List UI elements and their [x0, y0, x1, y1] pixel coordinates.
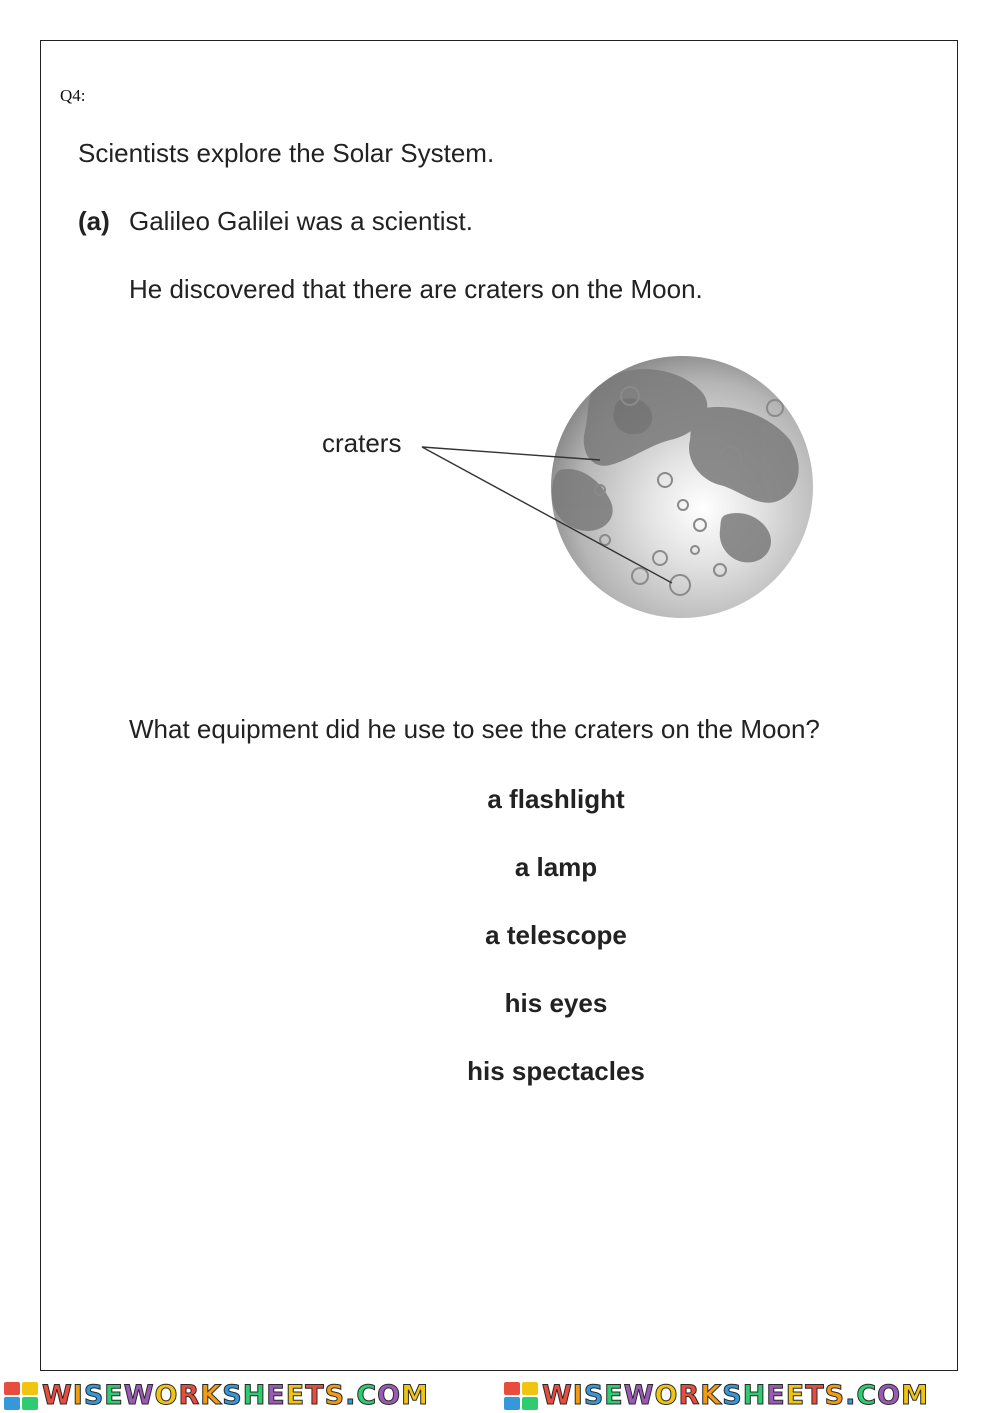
answer-options	[356, 782, 756, 1122]
brand-watermark-right	[504, 1380, 998, 1411]
brand-wordmark: WISEWORKSHEETS.COM	[542, 1380, 929, 1411]
part-line-2: He discovered that there are craters on the Moon.	[129, 274, 703, 304]
question-number: Q4:	[60, 86, 86, 105]
brand-watermark-left	[4, 1380, 498, 1411]
brand-wordmark: WISEWORKSHEETS.COM	[42, 1380, 429, 1411]
craters-label: craters	[322, 428, 402, 458]
part-label: (a)	[78, 206, 110, 236]
footer-watermark	[0, 1378, 1000, 1413]
part-line-1: Galileo Galilei was a scientist.	[129, 206, 473, 236]
option-telescope[interactable]: a telescope	[485, 920, 627, 950]
option-lamp[interactable]: a lamp	[514, 852, 598, 882]
option-flashlight[interactable]: a flashlight	[487, 784, 625, 814]
option-eyes[interactable]: his eyes	[504, 988, 608, 1018]
brand-logo-icon	[504, 1382, 538, 1410]
moon-figure	[300, 340, 840, 640]
worksheet-frame	[40, 40, 958, 1371]
option-spectacles[interactable]: his spectacles	[467, 1056, 645, 1086]
intro-text: Scientists explore the Solar System.	[78, 138, 495, 168]
brand-logo-icon	[4, 1382, 38, 1410]
question-text: What equipment did he use to see the craters on the Moon?	[129, 714, 820, 744]
